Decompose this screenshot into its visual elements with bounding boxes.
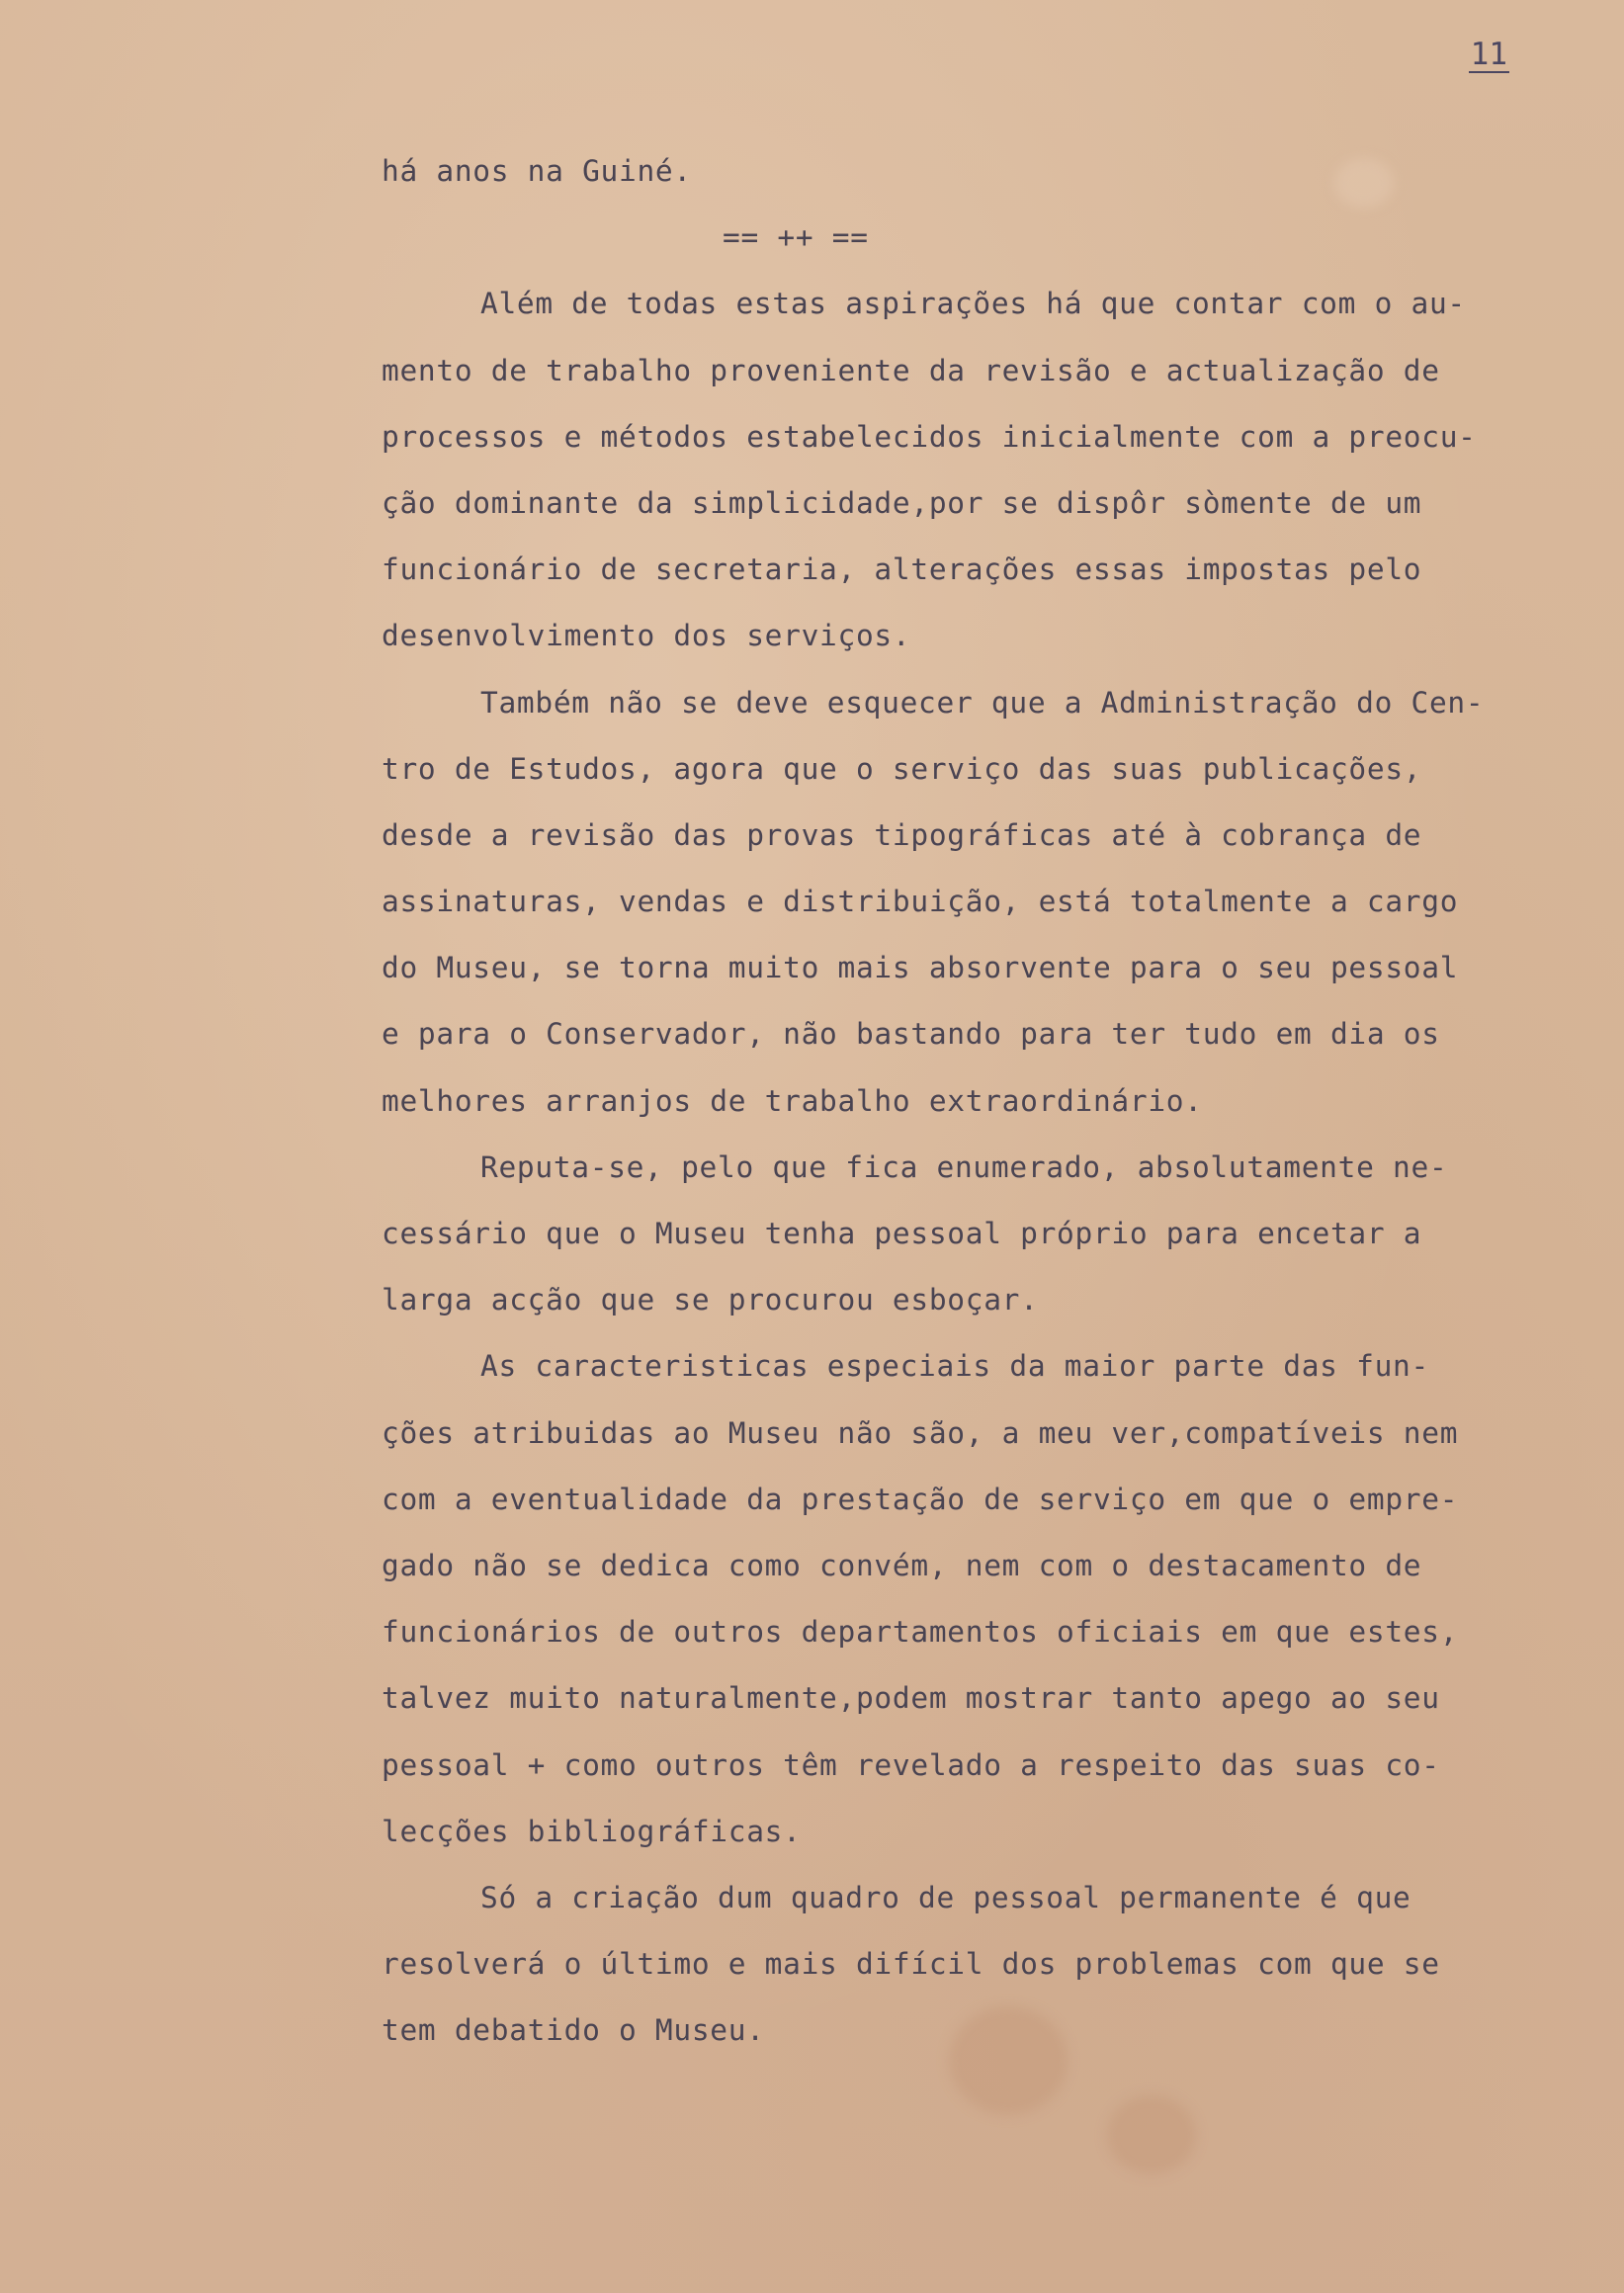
text-line: processos e métodos estabelecidos inicialmente com a preocu- (382, 419, 1477, 454)
text-line: gado não se dedica como convém, nem com o destacamento de (382, 1548, 1422, 1582)
text-line: desenvolvimento dos serviços. (382, 619, 911, 653)
text-line: do Museu, se torna muito mais absorvente para o seu pessoal (382, 951, 1459, 985)
text-line: assinaturas, vendas e distribuição, está totalmente a cargo (382, 885, 1459, 919)
paper-stain (1107, 2095, 1196, 2174)
text-line: resolverá o último e mais difícil dos problemas com que se (382, 1947, 1440, 1982)
page-number: 11 (1470, 37, 1507, 72)
text-line: mento de trabalho proveniente da revisão e actualização de (382, 353, 1440, 387)
text-line: pessoal + como outros têm revelado a respeito das suas co- (382, 1747, 1440, 1782)
text-line: As caracteristicas especiais da maior parte das fun- (480, 1349, 1429, 1384)
text-line: ção dominante da simplicidade,por se dispôr sòmente de um (382, 485, 1422, 520)
text-line: cessário que o Museu tenha pessoal próprio para encetar a (382, 1217, 1422, 1250)
text-line: ções atribuidas ao Museu não são, a meu ver,compatíveis nem (382, 1415, 1459, 1450)
section-separator: == ++ == (723, 220, 869, 255)
text-line: tem debatido o Museu. (382, 2013, 765, 2048)
text-line: e para o Conservador, não bastando para ter tudo em dia os (382, 1017, 1440, 1052)
text-line: lecções bibliográficas. (382, 1814, 802, 1848)
text-line: Além de todas estas aspirações há que contar com o au- (480, 287, 1466, 321)
text-line: funcionários de outros departamentos oficiais em que estes, (382, 1615, 1459, 1650)
typewritten-text (382, 138, 1578, 2064)
text-line: Reputa-se, pelo que fica enumerado, absolutamente ne- (480, 1149, 1448, 1184)
text-line: desde a revisão das provas tipográficas até à cobrança de (382, 817, 1422, 852)
text-line: melhores arranjos de trabalho extraordinário. (382, 1083, 1203, 1118)
text-line: há anos na Guiné. (382, 154, 692, 188)
text-line: Também não se deve esquecer que a Administração do Cen- (480, 685, 1485, 720)
text-line: funcionário de secretaria, alterações essas impostas pelo (382, 552, 1422, 587)
text-line: talvez muito naturalmente,podem mostrar tanto apego ao seu (382, 1681, 1440, 1716)
text-line: com a eventualidade da prestação de serviço em que o empre- (382, 1482, 1459, 1516)
text-line: larga acção que se procurou esboçar. (382, 1283, 1039, 1317)
text-line: Só a criação dum quadro de pessoal permanente é que (480, 1880, 1411, 1914)
text-line: tro de Estudos, agora que o serviço das suas publicações, (382, 751, 1422, 786)
